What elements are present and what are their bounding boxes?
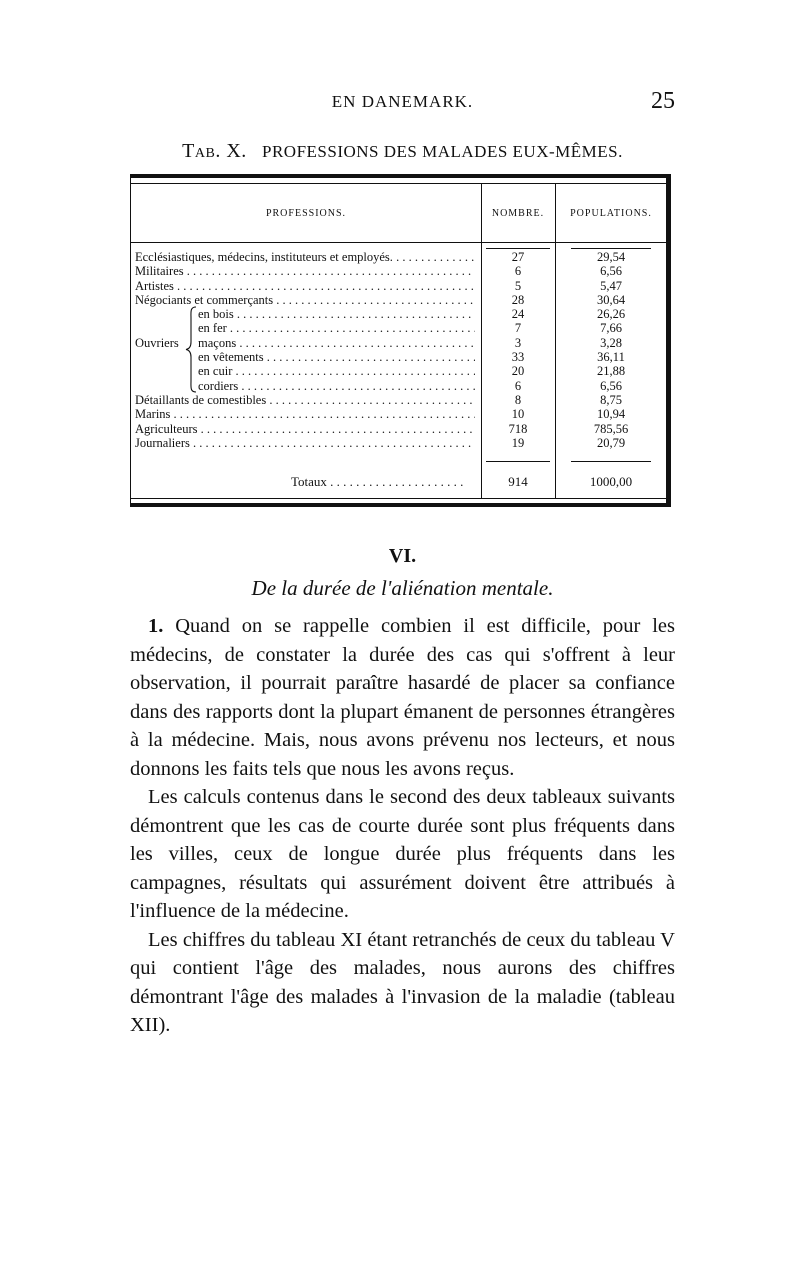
paragraph-text: Les chiffres du tableau XI étant retranchés de ceux du tableau V qui contient l'âge des malades, nous aurons des chiffres démontrant l'âge des malades à l'invasion de la maladie (tableau XII). bbox=[130, 928, 675, 1036]
row-profession: en vêtements . . . bbox=[198, 350, 475, 364]
row-population: 30,64 bbox=[596, 292, 626, 307]
header-rule bbox=[131, 242, 666, 243]
row-nombre: 10 bbox=[511, 407, 525, 422]
ouvriers-group bbox=[135, 306, 197, 393]
table-row bbox=[131, 321, 666, 335]
row-nombre: 20 bbox=[511, 364, 525, 379]
row-nombre: 28 bbox=[511, 292, 525, 307]
row-population: 8,75 bbox=[600, 392, 622, 407]
paragraph bbox=[130, 612, 675, 783]
table-row bbox=[131, 279, 666, 293]
row-population: 10,94 bbox=[596, 407, 626, 422]
row-profession: en bois . . . bbox=[198, 307, 475, 321]
row-profession: cordiers . . . bbox=[198, 379, 475, 393]
table-row bbox=[131, 250, 666, 264]
table-row bbox=[131, 364, 666, 378]
table-row bbox=[131, 293, 666, 307]
row-population: 6,56 bbox=[600, 378, 622, 393]
table-row bbox=[131, 436, 666, 450]
ouvriers-label: Ouvriers bbox=[135, 336, 179, 350]
body-text bbox=[130, 612, 675, 1040]
rule-under-nombre bbox=[486, 248, 550, 249]
row-nombre: 3 bbox=[514, 335, 522, 350]
paragraph bbox=[130, 926, 675, 1040]
brace-icon bbox=[185, 306, 197, 393]
row-population: 21,88 bbox=[596, 364, 626, 379]
row-profession: Artistes . . . bbox=[135, 279, 475, 293]
row-population: 29,54 bbox=[596, 250, 626, 264]
table-row bbox=[131, 379, 666, 393]
running-title: EN DANEMARK. bbox=[331, 92, 474, 111]
row-population: 36,11 bbox=[597, 350, 625, 365]
paragraph-number: 1. bbox=[148, 615, 164, 637]
row-nombre: 6 bbox=[514, 378, 522, 393]
professions-table bbox=[130, 174, 671, 507]
header-populations: POPULATIONS. bbox=[570, 208, 652, 219]
table-label: Tab. X. bbox=[182, 140, 247, 162]
row-nombre: 27 bbox=[511, 250, 525, 264]
row-nombre: 5 bbox=[514, 278, 522, 293]
row-nombre: 6 bbox=[514, 264, 522, 279]
header-professions: PROFESSIONS. bbox=[265, 208, 347, 219]
row-population: 5,47 bbox=[600, 278, 622, 293]
table-row bbox=[131, 422, 666, 436]
row-population: 3,28 bbox=[600, 335, 622, 350]
row-profession: Agriculteurs . . . bbox=[135, 422, 475, 436]
row-profession: Journaliers . . . bbox=[135, 436, 475, 450]
table-inner-rule-top bbox=[131, 183, 666, 184]
table-caption-text: PROFESSIONS DES MALADES EUX-MÊMES. bbox=[262, 142, 623, 161]
row-population: 7,66 bbox=[600, 321, 622, 336]
page-number: 25 bbox=[651, 88, 675, 114]
totals-nombre: 914 bbox=[508, 474, 528, 489]
totals-label: Totaux . . . bbox=[291, 474, 479, 490]
totals-row bbox=[131, 474, 666, 490]
row-profession: Ecclésiastiques, médecins, instituteurs et employés. . . . bbox=[135, 250, 475, 264]
row-nombre: 33 bbox=[511, 350, 525, 365]
row-nombre: 8 bbox=[514, 392, 522, 407]
table-row bbox=[131, 307, 666, 321]
row-profession: en cuir . . . bbox=[198, 364, 475, 378]
row-nombre: 19 bbox=[511, 435, 525, 450]
running-head bbox=[130, 88, 675, 118]
table-row bbox=[131, 336, 666, 350]
section-number: VI. bbox=[388, 545, 417, 567]
header-nombre: NOMBRE. bbox=[491, 208, 545, 219]
table-inner-rule-bottom bbox=[131, 498, 666, 499]
row-profession: Militaires . . . bbox=[135, 264, 475, 278]
row-profession: Détaillants de comestibles . . . bbox=[135, 393, 475, 407]
table-caption bbox=[130, 140, 675, 163]
row-population: 20,79 bbox=[596, 435, 626, 450]
paragraph-text: Les calculs contenus dans le second des deux tableaux suivants démontrent que les cas de courte durée sont plus fréquents dans les villes, ceux de longue durée plus fréquents dans les campagnes, résultats qui assurément doivent être attribués à l'influence de la médecine. bbox=[130, 786, 675, 922]
row-profession: Négociants et commerçants . . . bbox=[135, 293, 475, 307]
paragraph bbox=[130, 783, 675, 926]
row-nombre: 7 bbox=[514, 321, 522, 336]
paragraph-text: Quand on se rappelle combien il est difficile, pour les médecins, de constater la durée des cas qui s'offrent à leur observation, il pourrait paraître hasardé de placer sa confiance dans des rapports dont la plupart émanent de personnes étrangères à la médecine. Mais, nous avons prévenu nos lecteurs, et nous donnons les faits tels que nous les avons reçus. bbox=[130, 615, 675, 780]
table-row bbox=[131, 393, 666, 407]
row-profession: maçons . . . bbox=[198, 336, 475, 350]
table-row bbox=[131, 407, 666, 421]
rule-under-populations bbox=[571, 248, 651, 249]
totals-population: 1000,00 bbox=[589, 474, 633, 489]
section-title: De la durée de l'aliénation mentale. bbox=[251, 576, 554, 600]
row-nombre: 24 bbox=[511, 307, 525, 322]
table-row bbox=[131, 264, 666, 278]
row-profession: en fer . . . bbox=[198, 321, 475, 335]
row-population: 6,56 bbox=[600, 264, 622, 279]
totals-rule-nombre bbox=[486, 461, 550, 462]
totals-rule-populations bbox=[571, 461, 651, 462]
table-body bbox=[131, 250, 666, 450]
row-population: 785,56 bbox=[593, 421, 629, 436]
row-nombre: 718 bbox=[508, 421, 528, 436]
row-population: 26,26 bbox=[596, 307, 626, 322]
row-profession: Marins . . . bbox=[135, 407, 475, 421]
table-row bbox=[131, 350, 666, 364]
